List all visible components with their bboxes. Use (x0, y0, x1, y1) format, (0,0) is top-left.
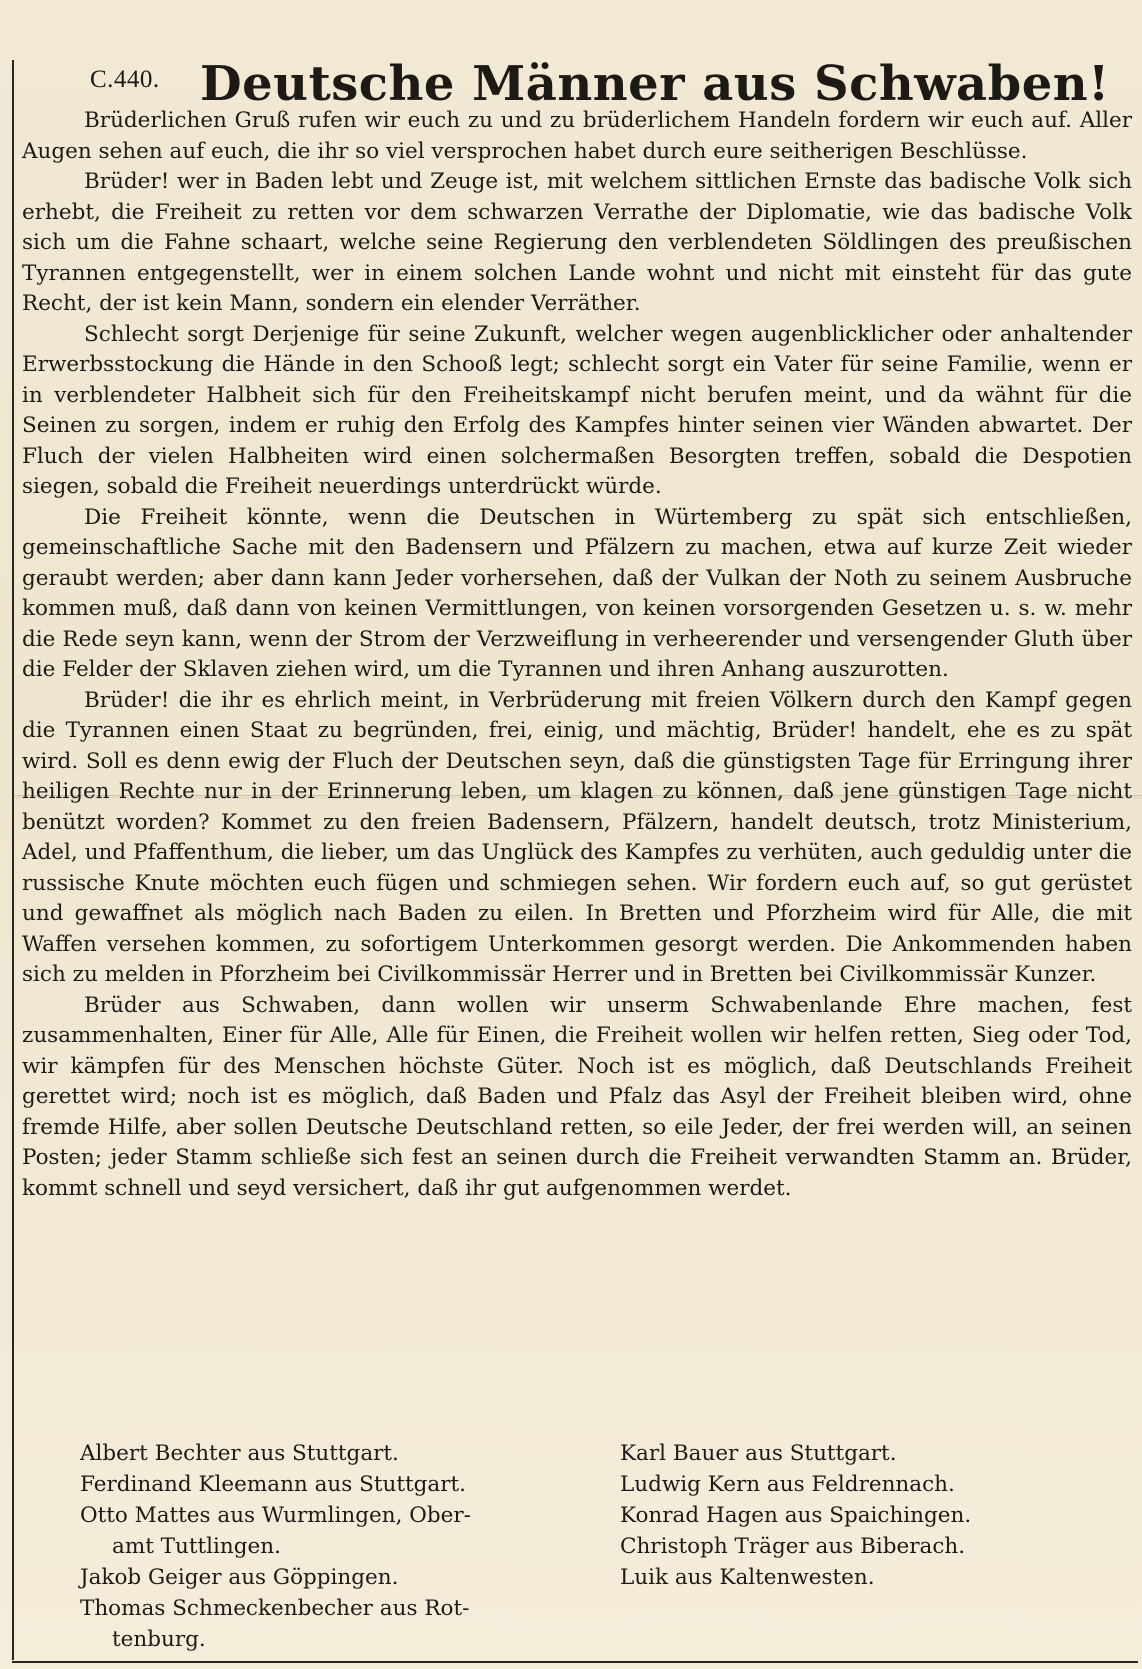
signature-line: Albert Bechter aus Stuttgart. (80, 1441, 399, 1466)
signature-line-continuation: amt Tuttlingen. (112, 1534, 281, 1559)
signature-line: Jakob Geiger aus Göppingen. (80, 1565, 399, 1590)
paragraph-2: Brüder! wer in Baden lebt und Zeuge ist, mit welchem sittlichen Ernste das badische Volk sich erhebt, die Freiheit zu retten vor dem schwarzen Verrathe der Diplomatie, wie das badische Volk sich um die Fahne schaart, welche seine Regierung den verblendeten Söldlingen des preußischen Tyrannen entgegenstellt, wer in einem solchen Lande wohnt und nicht mit einsteht für das gute Recht, der ist kein Mann, sondern ein elender Verräther. (22, 169, 1132, 316)
signature-line: Thomas Schmeckenbecher aus Rot- (80, 1596, 470, 1621)
signature-line-continuation: tenburg. (112, 1627, 206, 1652)
signatures-right (620, 1438, 1120, 1593)
signature-line: Otto Mattes aus Wurmlingen, Ober- (80, 1503, 471, 1528)
paragraph-1: Brüderlichen Gruß rufen wir euch zu und zu brüderlichem Handeln fordern wir euch auf. Aller Augen sehen auf euch, die ihr so viel versprochen habet durch eure seitherigen Beschlüsse. (22, 108, 1132, 164)
signature-line: Konrad Hagen aus Spaichingen. (620, 1503, 972, 1528)
article-title: Deutsche Männer aus Schwaben! (200, 56, 1110, 112)
paragraph-5: Brüder! die ihr es ehrlich meint, in Verbrüderung mit freien Völkern durch den Kampf gegen die Tyrannen einen Staat zu begründen, frei, einig, und mächtig, Brüder! handelt, ehe es zu spät wird. Soll es denn ewig der Fluch der Deutschen seyn, daß die günstigsten Tage für Erringung ihrer heiligen Rechte nur in der Erinnerung leben, um klagen zu können, daß jene günstigen Tage nicht benützt worden? Kommet zu den freien Badensern, Pfälzern, handelt deutsch, trotz Ministerium, Adel, und Pfaffenthum, die lieber, um das Unglück des Kampfes zu verhüten, auch geduldig unter die russische Knute möchten euch fügen und schmiegen sehen. Wir fordern euch auf, so gut gerüstet und gewaffnet als möglich nach Baden zu eilen. In Bretten und Pforzheim wird für Alle, die mit Waffen versehen kommen, zu sofortigem Unterkommen gesorgt werden. Die Ankommenden haben sich zu melden in Pforzheim bei Civilkommissär Herrer und in Bretten bei Civilkommissär Kunzer. (22, 687, 1132, 987)
signature-line: Luik aus Kaltenwesten. (620, 1565, 875, 1590)
signature-line: Christoph Träger aus Biberach. (620, 1534, 966, 1559)
paragraph-4: Die Freiheit könnte, wenn die Deutschen in Würtemberg zu spät sich entschließen, gemeinschaftliche Sache mit den Badensern und Pfälzern zu machen, etwa auf kurze Zeit wieder geraubt werden; aber dann kann Jeder vorhersehen, daß der Vulkan der Noth zu seinem Ausbruche kommen muß, daß dann von keinen Vermittlungen, von keinen vorsorgenden Gesetzen u. s. w. mehr die Rede seyn kann, wenn der Strom der Verzweiflung in verheerender und versengender Gluth über die Felder der Sklaven ziehen wird, um die Tyrannen und ihren Anhang auszurotten. (22, 504, 1132, 682)
paragraph-6: Brüder aus Schwaben, dann wollen wir unserm Schwabenlande Ehre machen, fest zusammenhalten, Einer für Alle, Alle für Einen, die Freiheit wollen wir helfen retten, Sieg oder Tod, wir kämpfen für des Menschen höchste Güter. Noch ist es möglich, daß Deutschlands Freiheit gerettet wird; noch ist es möglich, daß Baden und Pfalz das Asyl der Freiheit bleiben wird, ohne fremde Hilfe, aber sollen Deutsche Deutschland retten, so eile Jeder, der frei werden will, an seinen Posten; jeder Stamm schließe sich fest an seinen durch die Freiheit verwandten Stamm an. Brüder, kommt schnell und seyd versichert, daß ihr gut aufgenommen werdet. (22, 992, 1132, 1201)
bottom-rule (12, 1661, 1138, 1663)
left-column-rule (12, 60, 14, 1660)
signature-line: Ferdinand Kleemann aus Stuttgart. (80, 1472, 466, 1497)
signatures-left (80, 1438, 550, 1655)
article-body (22, 106, 1132, 1204)
reference-number: C.440. (90, 66, 160, 93)
signature-line: Ludwig Kern aus Feldrennach. (620, 1472, 955, 1497)
signature-line: Karl Bauer aus Stuttgart. (620, 1441, 897, 1466)
paragraph-3: Schlecht sorgt Derjenige für seine Zukunft, welcher wegen augenblicklicher oder anhaltender Erwerbsstockung die Hände in den Schooß legt; schlecht sorgt ein Vater für seine Familie, wenn er in verblendeter Halbheit sich für den Freiheitskampf nicht berufen meint, und da wähnt für die Seinen zu sorgen, indem er ruhig den Erfolg des Kampfes hinter seinen vier Wänden abwartet. Der Fluch der vielen Halbheiten wird einen solchermaßen Besorgten treffen, sobald die Despotien siegen, sobald die Freiheit neuerdings unterdrückt würde. (22, 321, 1132, 499)
